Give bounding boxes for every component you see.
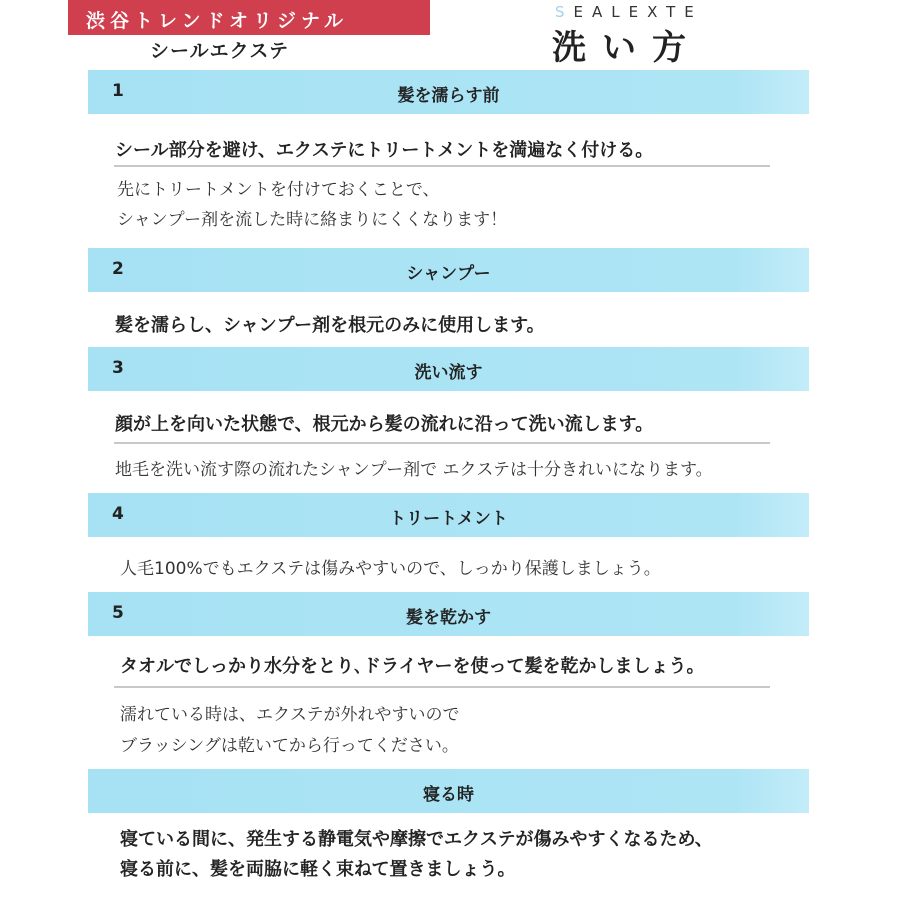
- step-1-main: シール部分を避け、エクステにトリートメントを満遍なく付ける。: [115, 140, 654, 161]
- page-title: 洗い方: [552, 28, 702, 68]
- step-3-header: [88, 347, 809, 391]
- step-3-note: 地毛を洗い流す際の流れたシャンプー剤で エクステは十分きれいになります。: [115, 460, 713, 480]
- sleep-title: 寝る時: [423, 785, 474, 805]
- step-1-note: 先にトリートメントを付けておくことで、: [117, 180, 440, 200]
- divider: [114, 686, 770, 688]
- step-1-note: シャンプー剤を流した時に絡まりにくくなります！: [117, 210, 508, 230]
- step-number: 2: [112, 259, 124, 279]
- step-5-note: ブラッシングは乾いてから行ってください。: [120, 736, 459, 756]
- step-title: シャンプー: [406, 264, 491, 284]
- step-4-header: [88, 493, 809, 537]
- step-title: 髪を乾かす: [406, 608, 491, 628]
- step-3-main: 顔が上を向いた状態で、根元から髪の流れに沿って洗い流します。: [115, 414, 654, 435]
- step-2-main: 髪を濡らし、シャンプー剤を根元のみに使用します。: [115, 315, 545, 336]
- step-5-main: タオルでしっかり水分をとり､ドライヤーを使って髪を乾かしましょう。: [120, 656, 705, 677]
- step-5-header: [88, 592, 809, 636]
- english-title-first: S: [555, 3, 574, 21]
- english-title-rest: EALEXTE: [573, 3, 703, 21]
- step-title: 洗い流す: [414, 363, 483, 383]
- step-2-header: [88, 248, 809, 292]
- sleep-header: [88, 769, 809, 813]
- sleep-line: 寝る前に、髪を両脇に軽く束ねて置きましょう。: [120, 859, 516, 880]
- product-name: シールエクステ: [150, 40, 290, 62]
- step-5-note: 濡れている時は、エクステが外れやすいので: [120, 705, 460, 725]
- step-4-note: 人毛100%でもエクステは傷みやすいので、しっかり保護しましょう。: [120, 559, 661, 579]
- step-number: 5: [112, 603, 124, 623]
- brand-banner: 渋谷トレンドオリジナル: [68, 0, 430, 35]
- step-number: 3: [112, 358, 124, 378]
- step-title: 髪を濡らす前: [397, 86, 500, 106]
- sleep-line: 寝ている間に、発生する静電気や摩擦でエクステが傷みやすくなるため、: [120, 829, 713, 850]
- divider: [114, 442, 770, 444]
- step-number: 4: [112, 504, 124, 524]
- english-title: [555, 3, 703, 21]
- step-title: トリートメント: [389, 509, 508, 529]
- step-number: 1: [112, 81, 124, 101]
- divider: [114, 165, 770, 167]
- step-1-header: [88, 70, 809, 114]
